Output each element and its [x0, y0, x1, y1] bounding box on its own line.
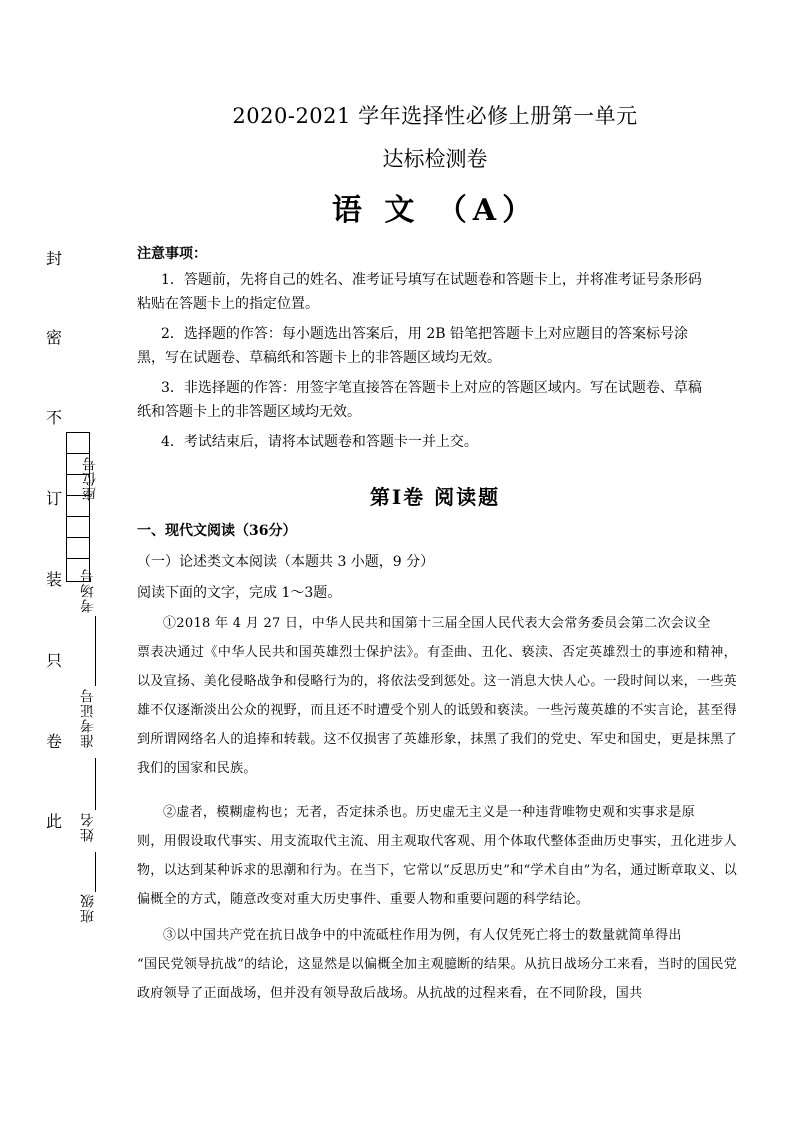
notice-item — [137, 322, 737, 370]
passage-text: 票表决通过《中华人民共和国英雄烈士保护法》。有歪曲、丑化、亵渎、否定英雄烈士的事迹和精神，以及宣扬、美化侵略战争和侵略行为的，将依法受到惩处。这一消息大快人心。一段时间以来，一些英雄不仅逐渐淡出公众的视野，而且还不时遭受个别人的诋毁和亵渎。一些污蔑英雄的不实言论，甚至得到所谓网络名人的追捧和转载。这不仅损害了英雄形象，抹黑了我们的党史、军史和国史，更是抹黑了我们的国家和民族。 — [137, 645, 737, 776]
passage-line: ②虚者，模糊虚构也；无者，否定抹杀也。历史虚无主义是一种违背唯物史观和实事求是原 — [163, 805, 696, 820]
page-title: 2020-2021 学年选择性必修上册第一单元 — [232, 104, 638, 128]
admission-number-label: 准考证号 — [80, 688, 96, 748]
notice-item-line: 2．选择题的作答：每小题选出答案后，用 2B 铅笔把答题卡上对应题目的答案标号涂 — [161, 326, 689, 342]
instruction: 阅读下面的文字，完成 1～3题。 — [137, 585, 342, 601]
class-field[interactable] — [95, 852, 96, 892]
notice-item — [137, 268, 737, 316]
binding-char: 卷 — [45, 732, 62, 751]
name-field[interactable] — [95, 758, 96, 810]
passage-line: ①2018 年 4 月 27 日，中华人民共和国第十三届全国人民代表大会常务委员会第二次会议全 — [163, 616, 711, 631]
seat-box-cell — [67, 538, 89, 559]
passage-text: 则，用假设取代事实、用支流取代主流、用主观取代客观、用个体取代整体歪曲历史事实，丑化进步人物，以达到某种诉求的思潮和行为。在当下，它常以“反思历史”和“学术自由”为名，通过断章取义、以偏概全的方式，随意改变对重大历史事件、重要人物和重要问题的科学结论。 — [137, 834, 737, 907]
notice-item-line: 粘贴在答题卡上的指定位置。 — [137, 296, 319, 312]
notice-title: 注意事项： — [137, 246, 207, 262]
binding-char: 不 — [45, 408, 62, 427]
binding-char: 订 — [45, 489, 62, 508]
name-label: 姓名 — [80, 812, 96, 842]
seat-box-cell — [67, 517, 89, 538]
seat-box-cell — [67, 433, 89, 454]
passage-paragraph — [137, 609, 737, 783]
binding-char: 密 — [45, 328, 62, 347]
notice-item-line: 3．非选择题的作答：用签字笔直接答在答题卡上对应的答题区域内。写在试题卷、草稿 — [161, 380, 702, 396]
notice-item-line: 黑，写在试题卷、草稿纸和答题卡上的非答题区域均无效。 — [137, 350, 501, 366]
binding-char: 此 — [45, 812, 62, 831]
binding-char: 装 — [45, 570, 62, 589]
sub-heading: （一）论述类文本阅读（本题共 3 小题，9 分） — [137, 554, 435, 570]
seat-number-label: 座位号 — [82, 456, 98, 501]
exam-room-label: 考场号 — [80, 568, 96, 613]
passage-paragraph — [137, 921, 737, 1008]
notice-item — [137, 376, 737, 424]
notice-item-line: 纸和答题卡上的非答题区域均无效。 — [137, 404, 361, 420]
notice-item-line: 1．答题前，先将自己的姓名、准考证号填写在试题卷和答题卡上，并将准考证号条形码 — [161, 272, 702, 288]
section-heading: 第Ⅰ卷 阅读题 — [369, 485, 501, 509]
class-label: 班级 — [80, 893, 96, 923]
binding-char: 只 — [45, 651, 62, 670]
binding-char: 封 — [45, 249, 62, 268]
passage-line: ③以中国共产党在抗日战争中的中流砥柱作用为例，有人仅凭死亡将士的数量就简单得出 — [163, 928, 682, 943]
admission-number-field[interactable] — [95, 616, 96, 686]
passage-paragraph — [137, 798, 737, 914]
passage-text: “国民党领导抗战”的结论，这显然是以偏概全加主观臆断的结果。从抗日战场分工来看，当时的国民党政府领导了正面战场，但并没有领导敌后战场。从抗战的过程来看，在不同阶段，国共 — [137, 957, 737, 1001]
part-heading: 一、现代文阅读（36分） — [137, 523, 297, 539]
subject-heading: 语 文 （A） — [331, 193, 539, 228]
notice-item — [137, 430, 737, 454]
notice-item-line: 4．考试结束后，请将本试题卷和答题卡一并上交。 — [161, 434, 478, 450]
page-subtitle: 达标检测卷 — [382, 147, 488, 171]
